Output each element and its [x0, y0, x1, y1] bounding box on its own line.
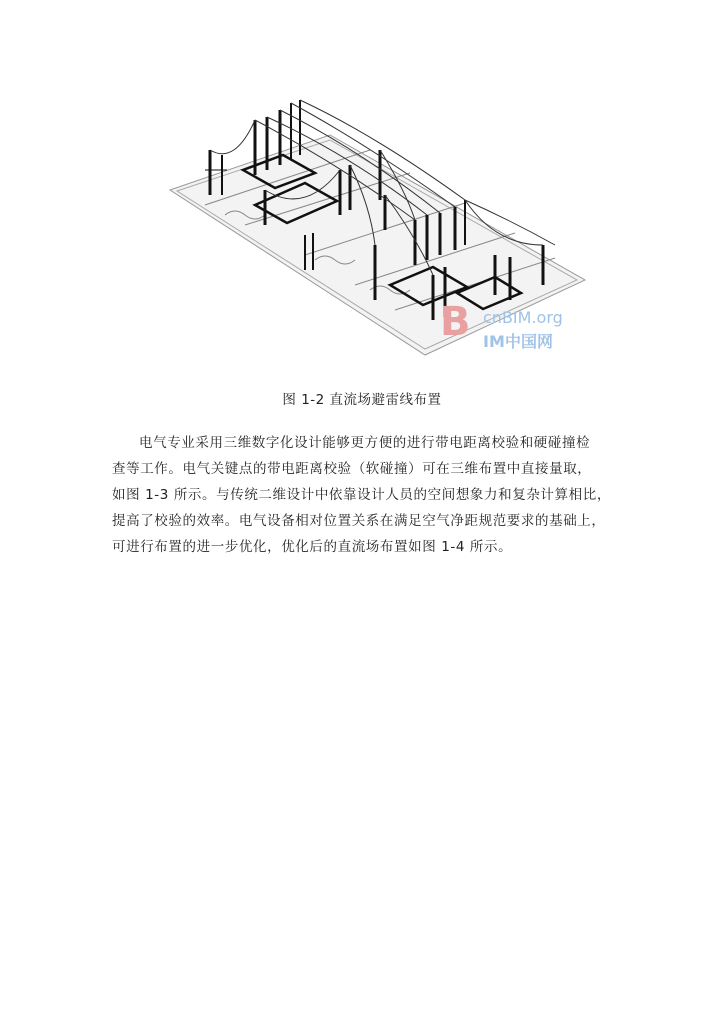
watermark-logo-letter: B	[440, 299, 471, 345]
watermark-site-text: cnBIM.org	[483, 308, 563, 327]
body-paragraph	[112, 430, 622, 560]
paragraph-line: 可进行布置的进一步优化，优化后的直流场布置如图 1-4 所示。	[112, 539, 513, 555]
watermark-brand-prefix: IM	[483, 332, 505, 351]
watermark-cn-text: 中国网	[505, 332, 554, 351]
figure-caption: 图 1-2 直流场避雷线布置	[282, 392, 442, 408]
paragraph-line: 如图 1-3 所示。与传统二维设计中依靠设计人员的空间想象力和复杂计算相比，	[112, 487, 611, 503]
paragraph-line: 电气专业采用三维数字化设计能够更方便的进行带电距离校验和硬碰撞检	[139, 435, 591, 451]
paragraph-line: 查等工作。电气关键点的带电距离校验（软碰撞）可在三维布置中直接量取，	[112, 461, 592, 477]
dc-yard-isometric-drawing	[165, 95, 590, 360]
dc-yard-lightning-wire-figure	[165, 95, 590, 360]
paragraph-line: 提高了校验的效率。电气设备相对位置关系在满足空气净距规范要求的基础上，	[112, 513, 606, 529]
